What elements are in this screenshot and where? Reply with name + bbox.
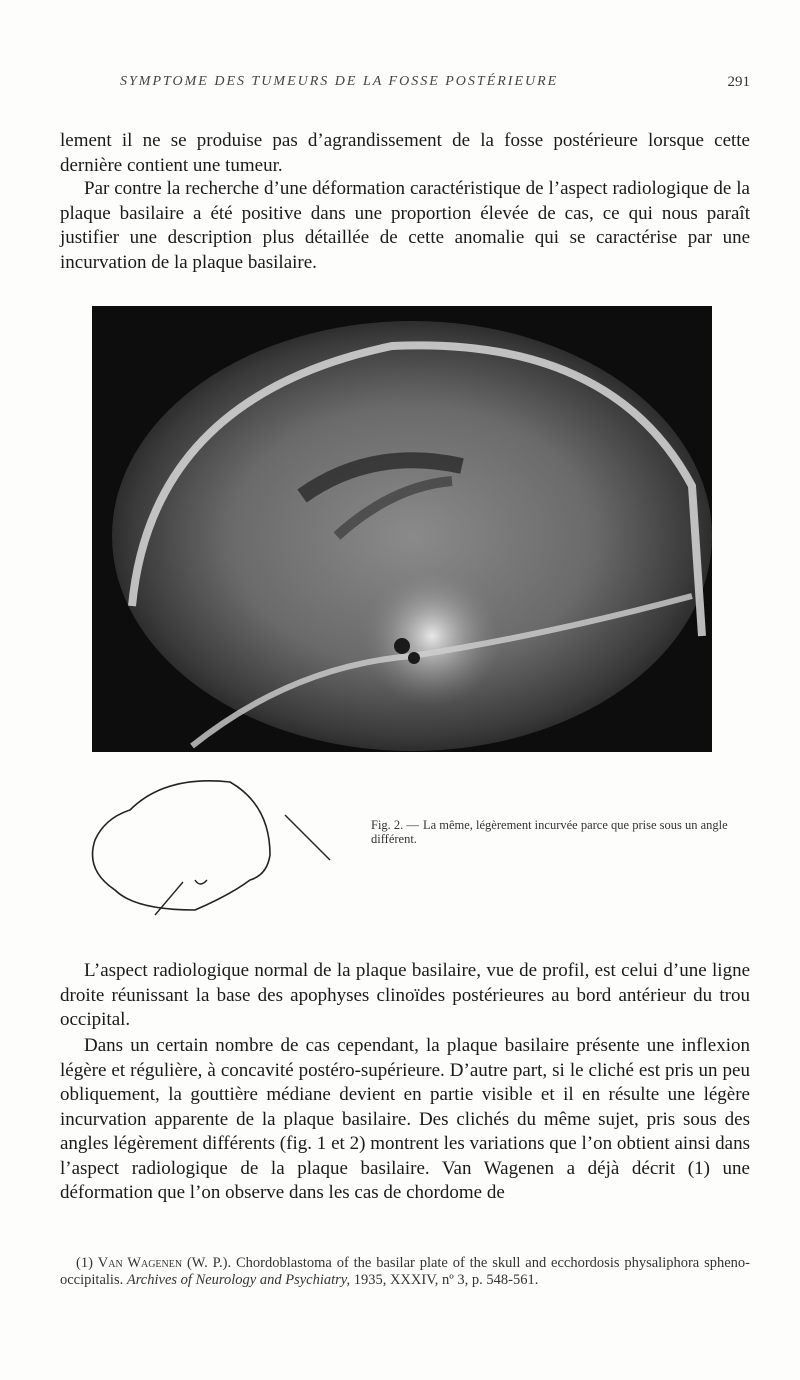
paragraph-1: lement il ne se produise pas d’agrandissement de la fosse postérieure lorsque cette dernière contient une tumeur. bbox=[60, 130, 750, 176]
radiograph-image bbox=[92, 306, 712, 752]
paragraph-2: Par contre la recherche d’une déformation caractéristique de l’aspect radiologique de la plaque basilaire a été positive dans une proportion élevée de cas, ce qui nous paraît justifier une description plus détaillée de cette anomalie qui se caractérise par une incurvation de la plaque basilaire. bbox=[60, 178, 750, 273]
footnote-title: Chordoblastoma of the basilar plate of the skull and ecchordosis physaliphora spheno-occipitalis. bbox=[60, 1254, 751, 1288]
figure-caption bbox=[371, 818, 751, 846]
footnote-marker: (1) bbox=[76, 1254, 93, 1271]
footnote-initials: (W. P.). bbox=[186, 1254, 232, 1271]
paragraph-3: L’aspect radiologique normal de la plaque basilaire, vue de profil, est celui d’une ligne droite réunissant la base des apophyses clinoïdes postérieures au bord antérieur du trou occipital. bbox=[60, 960, 750, 1030]
figure-2 bbox=[85, 770, 765, 920]
footnote-journal: Archives of Neurology and Psychiatry, bbox=[126, 1271, 351, 1288]
footnote-reference: 1935, XXXIV, nº 3, p. 548-561. bbox=[353, 1271, 539, 1288]
page-number: 291 bbox=[727, 74, 750, 90]
footnote bbox=[60, 1255, 750, 1289]
figure-caption-text: La même, légèrement incurvée parce que prise sous un angle différent. bbox=[371, 818, 728, 846]
skull-outline-sketch bbox=[85, 770, 345, 920]
skull-radiograph bbox=[92, 306, 712, 752]
figure-label: Fig. 2. — bbox=[371, 818, 419, 832]
running-header bbox=[60, 74, 750, 96]
footnote-author: Van Wagenen bbox=[97, 1254, 183, 1271]
paragraph-4: Dans un certain nombre de cas cependant, la plaque basilaire présente une inflexion légère et régulière, à concavité postéro-supérieure. D’autre part, si le cliché est pris un peu obliquement, la gouttière médiane devient en partie visible et il en résulte une légère incurvation apparente de la plaque basilaire. Des clichés du même sujet, pris sous des angles légèrement différents (fig. 1 et 2) montrent les variations que l’on obtient ainsi dans l’aspect radiologique de la plaque basilaire. Van Wagenen a déjà décrit (1) une déformation que l’on observe dans les cas de chordome de bbox=[60, 1035, 750, 1203]
running-title: SYMPTOME DES TUMEURS DE LA FOSSE POSTÉRIEURE bbox=[120, 74, 559, 89]
